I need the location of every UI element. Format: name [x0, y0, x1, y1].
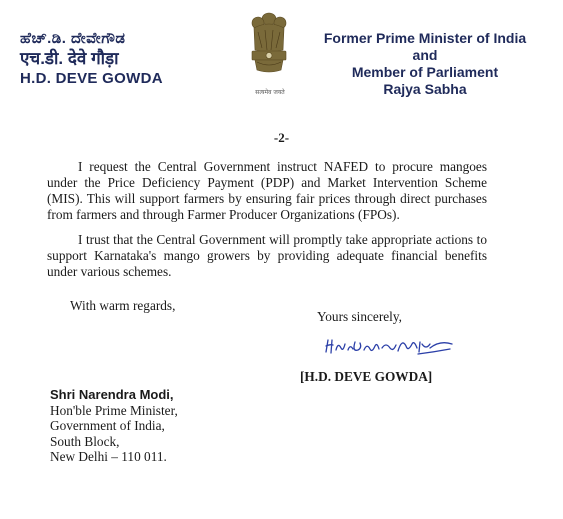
paragraph-2-text: I trust that the Central Government will promptly take appropriate actions to support Karnataka's mango growers by providing adequate financial benefits under various schemes.	[47, 232, 487, 279]
closing-regards: With warm regards,	[70, 298, 176, 313]
handwritten-signature	[322, 330, 457, 362]
office-line-3: Member of Parliament	[351, 64, 499, 80]
recipient-line-4: New Delhi – 110 011.	[50, 449, 167, 464]
office-line-4: Rajya Sabha	[383, 81, 467, 97]
recipient-line-2: Government of India,	[50, 418, 165, 433]
sender-name-block	[20, 30, 163, 88]
sender-name-kannada: ಹೆಚ್.ಡಿ. ದೇವೇಗೌಡ	[20, 30, 126, 47]
recipient-line-3: South Block,	[50, 433, 120, 449]
office-line-1: Former Prime Minister of India	[323, 30, 527, 46]
emblem-motto: सत्यमेव जयते	[255, 89, 285, 96]
paragraph-1-text: I request the Central Government instruct NAFED to procure mangoes under the Price Deficiency Payment (PDP) and Market Intervention Scheme (MIS). This will support farmers by ensuring fair prices through direct purchases from farmers and through Farmer Producer Organizations (FPOs).	[47, 159, 487, 222]
page-number: -2-	[273, 130, 290, 145]
signer-name: [H.D. DEVE GOWDA]	[300, 369, 433, 384]
closing-sincerely: Yours sincerely,	[317, 309, 402, 324]
office-line-2: and	[412, 47, 438, 63]
recipient-line-1: Hon'ble Prime Minister,	[50, 402, 178, 418]
recipient-name: Shri Narendra Modi,	[50, 387, 174, 402]
letterhead	[0, 0, 563, 110]
body-paragraph-2	[47, 232, 487, 280]
office-title-block	[300, 30, 550, 98]
sender-name-english: H.D. DEVE GOWDA	[20, 70, 163, 87]
sender-name-hindi: एच.डी. देवे गौड़ा	[20, 49, 119, 68]
national-emblem-icon	[246, 10, 292, 96]
body-paragraph-1	[47, 159, 487, 223]
recipient-address	[50, 387, 178, 465]
